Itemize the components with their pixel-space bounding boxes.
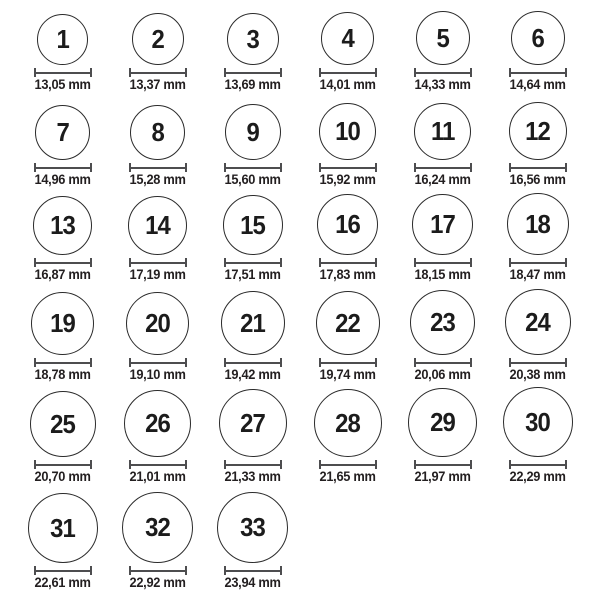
ring-size-cell xyxy=(15,292,110,382)
ring-circle xyxy=(319,103,376,160)
diameter-measure-line xyxy=(34,258,92,267)
ring-size-number: 6 xyxy=(531,22,544,53)
ring-size-number: 25 xyxy=(50,408,75,439)
ring-circle xyxy=(130,105,185,160)
diameter-label: 16,24 mm xyxy=(414,172,471,187)
ring-size-cell xyxy=(490,193,585,282)
diameter-measure-line xyxy=(129,358,187,367)
size-row xyxy=(0,385,600,487)
measure-hline xyxy=(131,262,185,264)
ring-circle xyxy=(28,493,98,563)
ring-size-cell xyxy=(110,292,205,382)
size-row xyxy=(0,95,600,190)
ring-size-cell xyxy=(300,103,395,187)
measure-hline xyxy=(321,72,375,74)
ring-circle xyxy=(316,291,380,355)
ring-size-cell xyxy=(205,492,300,590)
measure-hline xyxy=(511,464,565,466)
diameter-label: 15,92 mm xyxy=(319,172,376,187)
ring-size-cell xyxy=(395,11,490,92)
diameter-measure-line xyxy=(129,460,187,469)
diameter-label: 18,78 mm xyxy=(34,367,91,382)
diameter-label: 22,92 mm xyxy=(129,575,186,590)
diameter-label: 18,47 mm xyxy=(509,267,566,282)
ring-size-cell xyxy=(15,196,110,282)
ring-size-cell xyxy=(300,389,395,484)
ring-size-number: 23 xyxy=(430,307,455,337)
diameter-label: 15,60 mm xyxy=(224,172,281,187)
diameter-label: 13,37 mm xyxy=(129,77,186,92)
ring-circle xyxy=(35,105,90,160)
diameter-label: 14,64 mm xyxy=(509,77,566,92)
measure-hline xyxy=(226,464,280,466)
diameter-measure-line xyxy=(224,358,282,367)
ring-size-number: 9 xyxy=(246,116,259,147)
ring-size-number: 30 xyxy=(525,406,550,437)
diameter-label: 19,10 mm xyxy=(129,367,186,382)
diameter-label: 19,42 mm xyxy=(224,367,281,382)
diameter-measure-line xyxy=(319,258,377,267)
ring-size-cell xyxy=(300,12,395,92)
diameter-measure-line xyxy=(414,460,472,469)
diameter-measure-line xyxy=(129,258,187,267)
ring-size-number: 12 xyxy=(525,115,550,146)
ring-size-number: 28 xyxy=(335,407,360,438)
measure-hline xyxy=(131,72,185,74)
ring-circle xyxy=(505,289,571,355)
diameter-measure-line xyxy=(224,460,282,469)
diameter-label: 20,70 mm xyxy=(34,469,91,484)
diameter-label: 15,28 mm xyxy=(129,172,186,187)
diameter-label: 14,01 mm xyxy=(319,77,376,92)
ring-size-number: 27 xyxy=(240,407,265,438)
ring-size-cell xyxy=(110,13,205,92)
ring-size-number: 1 xyxy=(56,24,69,54)
ring-size-number: 17 xyxy=(430,209,455,239)
ring-circle xyxy=(221,291,285,355)
ring-size-number: 33 xyxy=(240,512,265,542)
measure-hline xyxy=(321,464,375,466)
measure-hline xyxy=(321,167,375,169)
ring-size-number: 29 xyxy=(430,407,455,437)
measure-hline xyxy=(416,262,470,264)
ring-size-number: 4 xyxy=(341,23,354,53)
measure-hline xyxy=(36,464,90,466)
ring-size-cell xyxy=(205,104,300,187)
diameter-label: 22,61 mm xyxy=(34,575,91,590)
ring-size-cell xyxy=(110,492,205,590)
diameter-label: 18,15 mm xyxy=(414,267,471,282)
size-row xyxy=(0,0,600,95)
measure-hline xyxy=(36,362,90,364)
ring-circle xyxy=(37,14,88,65)
measure-hline xyxy=(321,362,375,364)
diameter-measure-line xyxy=(129,68,187,77)
measure-hline xyxy=(36,167,90,169)
ring-circle xyxy=(132,13,184,65)
diameter-measure-line xyxy=(224,258,282,267)
ring-size-number: 11 xyxy=(430,116,455,146)
ring-size-cell xyxy=(395,290,490,382)
ring-circle xyxy=(122,492,193,563)
ring-circle xyxy=(30,391,96,457)
ring-size-number: 2 xyxy=(151,23,164,54)
diameter-label: 21,97 mm xyxy=(414,469,471,484)
measure-hline xyxy=(131,167,185,169)
ring-circle xyxy=(225,104,281,160)
ring-size-cell xyxy=(300,291,395,382)
measure-hline xyxy=(131,362,185,364)
measure-hline xyxy=(36,262,90,264)
ring-size-number: 13 xyxy=(50,210,75,240)
diameter-label: 19,74 mm xyxy=(319,367,376,382)
ring-size-number: 19 xyxy=(50,308,75,338)
ring-size-cell xyxy=(300,194,395,282)
ring-circle xyxy=(128,196,187,255)
diameter-label: 14,33 mm xyxy=(414,77,471,92)
ring-size-cell xyxy=(15,391,110,484)
diameter-measure-line xyxy=(34,566,92,575)
ring-circle xyxy=(408,388,477,457)
ring-circle xyxy=(509,102,567,160)
ring-circle xyxy=(126,292,189,355)
diameter-label: 22,29 mm xyxy=(509,469,566,484)
ring-circle xyxy=(227,13,279,65)
size-row xyxy=(0,487,600,600)
diameter-measure-line xyxy=(414,68,472,77)
measure-hline xyxy=(226,262,280,264)
diameter-label: 13,05 mm xyxy=(34,77,91,92)
ring-size-number: 31 xyxy=(50,512,75,543)
ring-size-cell xyxy=(205,389,300,484)
ring-circle xyxy=(217,492,288,563)
diameter-measure-line xyxy=(414,163,472,172)
diameter-label: 16,56 mm xyxy=(509,172,566,187)
diameter-measure-line xyxy=(224,163,282,172)
measure-hline xyxy=(416,167,470,169)
ring-size-number: 21 xyxy=(240,307,265,338)
ring-size-cell xyxy=(110,196,205,282)
ring-size-cell xyxy=(490,102,585,187)
diameter-label: 20,38 mm xyxy=(509,367,566,382)
ring-size-cell xyxy=(205,291,300,382)
ring-circle xyxy=(507,193,569,255)
diameter-label: 20,06 mm xyxy=(414,367,471,382)
diameter-label: 21,65 mm xyxy=(319,469,376,484)
ring-size-number: 22 xyxy=(335,307,360,338)
measure-hline xyxy=(416,362,470,364)
ring-size-number: 26 xyxy=(145,408,170,438)
diameter-measure-line xyxy=(319,358,377,367)
ring-circle xyxy=(33,196,92,255)
measure-hline xyxy=(321,262,375,264)
measure-hline xyxy=(511,72,565,74)
measure-hline xyxy=(36,72,90,74)
ring-circle xyxy=(314,389,382,457)
ring-size-cell xyxy=(15,105,110,187)
diameter-measure-line xyxy=(319,460,377,469)
diameter-label: 14,96 mm xyxy=(34,172,91,187)
size-row xyxy=(0,285,600,385)
measure-hline xyxy=(226,167,280,169)
ring-size-number: 20 xyxy=(145,308,170,338)
ring-size-cell xyxy=(205,13,300,92)
ring-circle xyxy=(223,195,283,255)
ring-circle xyxy=(511,11,565,65)
ring-size-number: 16 xyxy=(335,209,360,239)
ring-size-cell xyxy=(15,14,110,92)
ring-size-cell xyxy=(490,11,585,92)
measure-hline xyxy=(416,464,470,466)
measure-hline xyxy=(416,72,470,74)
ring-size-cell xyxy=(110,105,205,187)
ring-size-cell xyxy=(490,387,585,484)
diameter-measure-line xyxy=(34,163,92,172)
ring-circle xyxy=(124,390,191,457)
ring-size-number: 18 xyxy=(525,208,550,239)
measure-hline xyxy=(131,464,185,466)
ring-circle xyxy=(31,292,94,355)
diameter-measure-line xyxy=(509,258,567,267)
ring-size-number: 10 xyxy=(335,116,360,146)
diameter-measure-line xyxy=(319,68,377,77)
measure-hline xyxy=(511,167,565,169)
diameter-measure-line xyxy=(414,358,472,367)
ring-size-number: 3 xyxy=(246,23,259,54)
ring-circle xyxy=(503,387,573,457)
measure-hline xyxy=(511,262,565,264)
ring-size-cell xyxy=(15,493,110,590)
ring-size-number: 8 xyxy=(151,117,164,147)
measure-hline xyxy=(226,362,280,364)
ring-size-cell xyxy=(395,103,490,187)
ring-circle xyxy=(321,12,374,65)
diameter-label: 13,69 mm xyxy=(224,77,281,92)
diameter-measure-line xyxy=(129,566,187,575)
diameter-label: 23,94 mm xyxy=(224,575,281,590)
ring-size-number: 24 xyxy=(525,306,550,337)
ring-size-number: 14 xyxy=(145,210,170,240)
diameter-measure-line xyxy=(509,358,567,367)
diameter-measure-line xyxy=(129,163,187,172)
diameter-label: 17,51 mm xyxy=(224,267,281,282)
diameter-label: 21,33 mm xyxy=(224,469,281,484)
ring-size-number: 15 xyxy=(240,209,265,240)
ring-size-cell xyxy=(490,289,585,382)
ring-size-cell xyxy=(395,388,490,484)
measure-hline xyxy=(131,570,185,572)
diameter-measure-line xyxy=(224,566,282,575)
diameter-measure-line xyxy=(34,68,92,77)
diameter-measure-line xyxy=(414,258,472,267)
ring-size-number: 5 xyxy=(436,22,449,53)
ring-size-cell xyxy=(205,195,300,282)
diameter-label: 17,83 mm xyxy=(319,267,376,282)
ring-circle xyxy=(219,389,287,457)
diameter-label: 16,87 mm xyxy=(34,267,91,282)
ring-size-number: 7 xyxy=(56,117,69,147)
ring-circle xyxy=(414,103,471,160)
ring-size-cell xyxy=(395,194,490,282)
diameter-measure-line xyxy=(509,163,567,172)
measure-hline xyxy=(511,362,565,364)
ring-size-cell xyxy=(110,390,205,484)
ring-circle xyxy=(416,11,470,65)
diameter-measure-line xyxy=(509,68,567,77)
diameter-measure-line xyxy=(509,460,567,469)
measure-hline xyxy=(226,570,280,572)
diameter-measure-line xyxy=(224,68,282,77)
ring-circle xyxy=(410,290,475,355)
measure-hline xyxy=(36,570,90,572)
ring-circle xyxy=(412,194,473,255)
ring-circle xyxy=(317,194,378,255)
diameter-measure-line xyxy=(34,358,92,367)
diameter-label: 17,19 mm xyxy=(129,267,186,282)
measure-hline xyxy=(226,72,280,74)
size-row xyxy=(0,190,600,285)
diameter-measure-line xyxy=(34,460,92,469)
diameter-label: 21,01 mm xyxy=(129,469,186,484)
diameter-measure-line xyxy=(319,163,377,172)
ring-size-number: 32 xyxy=(145,512,170,542)
